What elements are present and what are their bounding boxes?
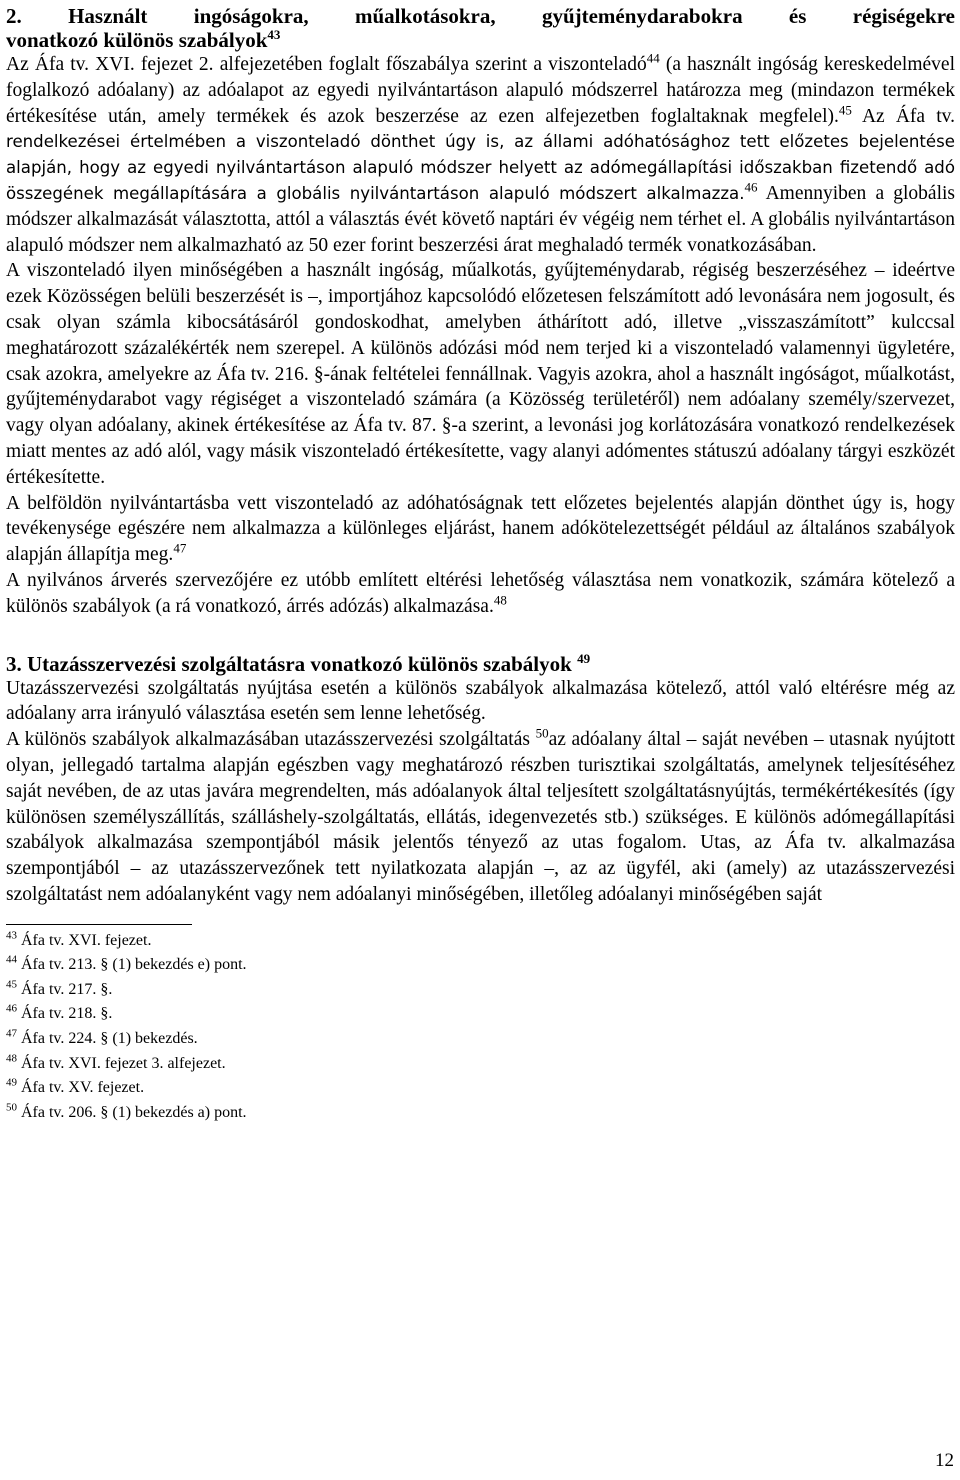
footnote <box>6 978 955 1003</box>
footnote <box>6 1027 955 1052</box>
footnote-ref-50: 50 <box>535 725 549 741</box>
footnote-text: Áfa tv. 206. § (1) bekezdés a) pont. <box>21 1103 247 1121</box>
footnote-ref-47: 47 <box>173 540 187 556</box>
footnote-ref-45: 45 <box>838 102 852 118</box>
section-2-heading <box>6 0 955 52</box>
footnote <box>6 1076 955 1101</box>
page-number: 12 <box>935 1450 954 1471</box>
document-page <box>6 0 955 1125</box>
footnote <box>6 953 955 978</box>
paragraph-text: A belföldön nyilvántartásba vett viszonteladó az adóhatóságnak tett előzetes bejelentés alapján dönthet úgy is, hogy tevékenysége egészére nem alkalmazza a különleges eljárást, hanem adókötelezettségét például az általános szabályok alapján állapítja meg. <box>6 492 955 566</box>
footnote-divider <box>6 924 192 925</box>
paragraph-text: Az Áfa tv. <box>851 105 955 127</box>
paragraph-text: Az Áfa tv. XVI. fejezet 2. alfejezetében foglalt főszabálya szerint a viszonteladó <box>6 54 647 75</box>
section-3-heading-text: 3. Utazásszervezési szolgáltatásra vonatkozó különös szabályok <box>6 651 572 676</box>
paragraph: A viszonteladó ilyen minőségében a használt ingóság, műalkotás, gyűjteménydarab, régiség beszerzéséhez – ideértve ezek Közösségen belüli beszerzését is –, importjához kapcsolódó előzetesen felszámított adó levonására nem jogosult, és csak olyan számla kibocsátásáról gondoskodhat, amelyben áthárított adó, illetve „visszaszámított” kulccsal meghatározott százalékérték nem szerepel. A különös adózási mód nem terjed ki a viszonteladó valamennyi ügyletére, csak azokra, amelyekre az Áfa tv. 216. §-ának feltételei fennállnak. Vagyis azokra, ahol a használt ingóságot, műalkotást, gyűjteménydarabot vagy régiséget a viszonteladó számára (a Közösség területéről) nem adóalany személy/szervezet, vagy olyan adóalany, akinek értékesítése az Áfa tv. 87. §-a szerint, a levonási jog korlátozására vonatkozó rendelkezések miatt mentes az adó alól, vagy másik viszonteladó értékesítette, vagy alanyi adómentes státuszú adóalany tárgyi eszközét értékesítette. <box>6 260 955 488</box>
footnote-ref-49: 49 <box>577 650 591 666</box>
footnote-text: Áfa tv. 224. § (1) bekezdés. <box>21 1030 198 1048</box>
footnote-number: 43 <box>6 929 17 942</box>
footnotes <box>6 929 955 1126</box>
footnote-text: Áfa tv. 213. § (1) bekezdés e) pont. <box>21 956 247 974</box>
footnote-number: 48 <box>6 1052 17 1065</box>
paragraph <box>6 52 955 258</box>
footnote-text: Áfa tv. XV. fejezet. <box>21 1079 145 1097</box>
footnote <box>6 1101 955 1126</box>
footnote-ref-46: 46 <box>744 179 758 195</box>
paragraph-text: Amennyiben a globális módszer alkalmazását választotta, attól a választás évét követő naptári év végéig nem térhet el. A globális nyilvántartáson alapuló módszer nem alkalmazható az 50 ezer forint beszerzési árat meghaladó termék vonatkozásában. <box>6 182 955 256</box>
footnote-number: 45 <box>6 978 17 991</box>
section-2-heading-line1: 2. Használt ingóságokra, műalkotásokra, gyűjteménydarabokra és régiségekre <box>6 4 955 28</box>
footnote-text: Áfa tv. 218. §. <box>21 1005 113 1023</box>
section-3-heading <box>6 652 955 676</box>
footnote-number: 50 <box>6 1101 17 1114</box>
footnote-text: Áfa tv. XVI. fejezet 3. alfejezet. <box>21 1054 226 1072</box>
paragraph <box>6 727 955 908</box>
footnote <box>6 1002 955 1027</box>
paragraph-text: rendelkezései értelmében a viszonteladó dönthet úgy is, az állami adóhatósághoz tett előzetes bejelentése alapján, hogy az egyedi nyilvántartáson alapuló módszer helyett az adómegállapítási időszakban fizetendő adó összegének megállapítására a globális nyilvántartáson alapuló módszert alkalmazza. <box>6 132 955 203</box>
paragraph-text: A különös szabályok alkalmazásában utazásszervezési szolgáltatás <box>6 729 530 751</box>
section-2-heading-line2: vonatkozó különös szabályok <box>6 28 268 52</box>
footnote <box>6 929 955 954</box>
footnote-number: 49 <box>6 1076 17 1089</box>
paragraph <box>6 568 955 620</box>
footnote-text: Áfa tv. XVI. fejezet. <box>21 931 152 949</box>
paragraph-text: A nyilvános árverés szervezőjére ez utóbb említett eltérési lehetőség választása nem vonatkozik, számára kötelező a különös szabályok (a rá vonatkozó, árrés adózás) alkalmazása. <box>6 569 955 617</box>
footnote-ref-48: 48 <box>493 592 507 608</box>
paragraph <box>6 491 955 568</box>
paragraph-text: (a használt ingóság kereskedelmével foglalkozó adóalany) az adóalapot az egyedi nyilvántartáson alapuló módszerrel határozza meg (mindazon termékek értékesítése után, amely termékek és azok beszerzése az ezen alfejezetben foglaltaknak megfelel). <box>6 54 956 127</box>
paragraph-text: az adóalany által – saját nevében – utasnak nyújtott olyan, jellegadó tartalma alapján egészben vagy meghatározó részben turisztikai szolgáltatás, amelynek teljesítéséhez saját nevében, de az utas javára megrendelten, más adóalanyok által teljesített szolgáltatásnyújtás, termékértékesítés (így különösen személyszállítás, szálláshely-szolgáltatás, ellátás, idegenvezetés stb.) szükséges. E különös adómegállapítási szabályok alkalmazása szempontjából másik jelentős tényező az utas fogalom. Utas, az Áfa tv. alkalmazása szempontjából – az utazásszervezőnek tett nyilatkozata alapján –, az az ügyfél, aki (amely) az utazásszervezési szolgáltatást nem adóalanyként vagy nem adóalanyi minőségében, illetőleg adóalanyi minőségében saját <box>6 729 956 905</box>
footnote-number: 44 <box>6 953 17 966</box>
footnote-number: 47 <box>6 1027 17 1040</box>
paragraph: Utazásszervezési szolgáltatás nyújtása esetén a különös szabályok alkalmazása kötelező, attól való eltérésre még az adóalany arra irányuló választása esetén sem lenne lehetőség. <box>6 677 955 725</box>
footnote-ref-43: 43 <box>267 27 281 42</box>
footnote-number: 46 <box>6 1003 17 1016</box>
footnote-text: Áfa tv. 217. §. <box>21 980 113 998</box>
footnote-ref-44: 44 <box>646 50 660 66</box>
footnote <box>6 1052 955 1077</box>
